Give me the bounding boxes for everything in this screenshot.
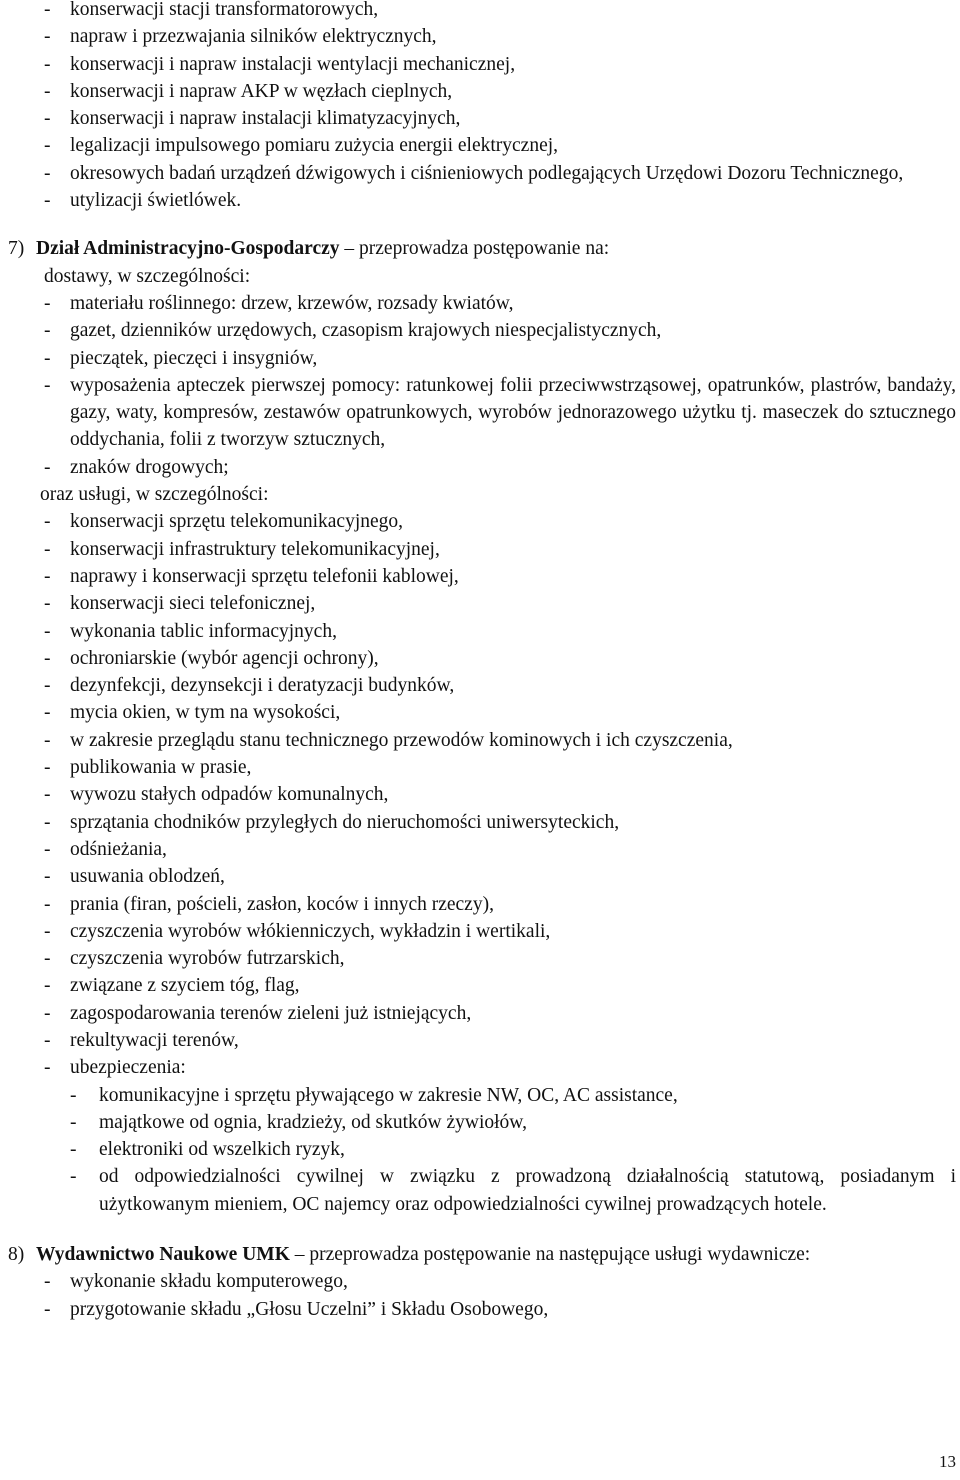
bullet-dash: - (44, 1057, 51, 1079)
list-item (0, 1000, 960, 1027)
bullet-dash: - (44, 975, 51, 997)
list-item (0, 290, 960, 317)
list-item-text: napraw i przezwajania silników elektrycznych, (70, 26, 437, 48)
bullet-dash: - (44, 374, 51, 396)
list-item (0, 836, 960, 863)
bullet-dash: - (44, 320, 51, 342)
list-item-text: czyszczenia wyrobów futrzarskich, (70, 948, 345, 970)
list-item-text: publikowania w prasie, (70, 757, 252, 779)
section-7-number: 7) (8, 238, 25, 260)
intro-list (0, 0, 960, 214)
section-8-number: 8) (8, 1244, 25, 1266)
bullet-dash: - (44, 647, 51, 669)
list-item-text: komunikacyjne i sprzętu pływającego w zakresie NW, OC, AC assistance, (99, 1084, 678, 1106)
list-item (0, 918, 960, 945)
list-item-text: przygotowanie składu „Głosu Uczelni” i Składu Osobowego, (70, 1298, 549, 1320)
list-item-text: wywozu stałych odpadów komunalnych, (70, 784, 389, 806)
list-item (0, 1082, 960, 1109)
section-8 (0, 1241, 960, 1323)
list-item-text: okresowych badań urządzeń dźwigowych i ciśnieniowych podlegających Urzędowi Dozoru Technicznego, (70, 162, 904, 184)
list-item (0, 1027, 960, 1054)
bullet-dash: - (44, 80, 51, 102)
list-item (0, 372, 960, 454)
list-item-text: od odpowiedzialności cywilnej w związku z prowadzoną działalnością statutową, posiadanym i użytkowanym mieniem, OC najemcy oraz odpowiedzialności cywilnej prowadzących hotele. (99, 1166, 956, 1215)
bullet-dash: - (44, 1029, 51, 1051)
list-item-text: zagospodarowania terenów zieleni już istniejących, (70, 1002, 472, 1024)
bullet-dash: - (44, 135, 51, 157)
list-item (0, 1296, 960, 1323)
list-item (0, 699, 960, 726)
list-item-text: związane z szyciem tóg, flag, (70, 975, 300, 997)
list-item-text: w zakresie przeglądu stanu technicznego przewodów kominowych i ich czyszczenia, (70, 729, 733, 751)
section-7-header (0, 235, 960, 262)
list-item (0, 972, 960, 999)
section-7-header-rest: – przeprowadza postępowanie na: (344, 238, 610, 260)
list-item-text: gazet, dzienników urzędowych, czasopism krajowych niespecjalistycznych, (70, 320, 662, 342)
list-item (0, 1136, 960, 1163)
bullet-dash: - (70, 1084, 77, 1106)
bullet-dash: - (44, 838, 51, 860)
bullet-dash: - (44, 702, 51, 724)
list-item-text: sprzątania chodników przyległych do nieruchomości uniwersyteckich, (70, 811, 620, 833)
list-item-text: ubezpieczenia: (70, 1057, 186, 1079)
list-item (0, 1109, 960, 1136)
bullet-dash: - (44, 565, 51, 587)
list-item-text: ochroniarskie (wybór agencji ochrony), (70, 647, 379, 669)
section-8-unit-name: Wydawnictwo Naukowe UMK (36, 1244, 290, 1266)
list-item (0, 645, 960, 672)
page-number: 13 (939, 1452, 956, 1471)
bullet-dash: - (44, 347, 51, 369)
list-item (0, 454, 960, 481)
section-7 (0, 235, 960, 1218)
list-item-text: usuwania oblodzeń, (70, 866, 225, 888)
list-item (0, 1054, 960, 1081)
bullet-dash: - (44, 893, 51, 915)
list-item (0, 945, 960, 972)
list-item (0, 891, 960, 918)
bullet-dash: - (44, 162, 51, 184)
bullet-dash: - (70, 1111, 77, 1133)
bullet-dash: - (44, 511, 51, 533)
list-item-text: prania (firan, pościeli, zasłon, koców i innych rzeczy), (70, 893, 494, 915)
list-item (0, 863, 960, 890)
bullet-dash: - (44, 456, 51, 478)
list-item-text: majątkowe od ognia, kradzieży, od skutków żywiołów, (99, 1111, 527, 1133)
list-item-text: materiału roślinnego: drzew, krzewów, rozsady kwiatów, (70, 292, 514, 314)
bullet-dash: - (44, 108, 51, 130)
bullet-dash: - (44, 620, 51, 642)
bullet-dash: - (44, 811, 51, 833)
insurance-list (0, 1082, 960, 1218)
list-item (0, 727, 960, 754)
list-item-text: konserwacji i napraw AKP w węzłach cieplnych, (70, 80, 453, 102)
list-item-text: mycia okien, w tym na wysokości, (70, 702, 341, 724)
list-item (0, 105, 960, 132)
section-7-unit-name: Dział Administracyjno-Gospodarczy (36, 238, 340, 260)
supplies-label: dostawy, w szczególności: (44, 265, 251, 287)
list-item (0, 0, 960, 23)
list-item (0, 672, 960, 699)
list-item (0, 132, 960, 159)
list-item (0, 1268, 960, 1295)
list-item-text: czyszczenia wyrobów włókienniczych, wykładzin i wertikali, (70, 920, 551, 942)
bullet-dash: - (44, 757, 51, 779)
list-item-text: konserwacji sieci telefonicznej, (70, 593, 316, 615)
list-item (0, 590, 960, 617)
list-item (0, 345, 960, 372)
bullet-dash: - (44, 26, 51, 48)
list-item-text: konserwacji i napraw instalacji wentylacji mechanicznej, (70, 53, 516, 75)
bullet-dash: - (70, 1139, 77, 1161)
services-list (0, 508, 960, 1081)
list-item (0, 51, 960, 78)
list-item-text: konserwacji i napraw instalacji klimatyzacyjnych, (70, 108, 461, 130)
list-item (0, 187, 960, 214)
list-item (0, 317, 960, 344)
list-item-text: rekultywacji terenów, (70, 1029, 239, 1051)
list-item-text: naprawy i konserwacji sprzętu telefonii kablowej, (70, 565, 459, 587)
list-item (0, 508, 960, 535)
bullet-dash: - (44, 1002, 51, 1024)
list-item-text: odśnieżania, (70, 838, 167, 860)
bullet-dash: - (44, 292, 51, 314)
list-item-text: utylizacji świetlówek. (70, 190, 242, 212)
list-item-text: wyposażenia apteczek pierwszej pomocy: ratunkowej folii przeciwwstrząsowej, opatrunków, plastrów, bandaży, gazy, waty, kompresów, zestawów opatrunkowych, wyrobów jednorazowego użytku tj. maseczek do sztucznego oddychania, folii z tworzyw sztucznych, (70, 374, 956, 451)
bullet-dash: - (44, 1271, 51, 1293)
section-8-header-rest: – przeprowadza postępowanie na następujące usługi wydawnicze: (294, 1244, 811, 1266)
list-item-text: konserwacji infrastruktury telekomunikacyjnej, (70, 538, 440, 560)
bullet-dash: - (44, 593, 51, 615)
bullet-dash: - (44, 866, 51, 888)
list-item (0, 78, 960, 105)
list-item (0, 618, 960, 645)
list-item (0, 23, 960, 50)
list-item-text: konserwacji sprzętu telekomunikacyjnego, (70, 511, 404, 533)
list-item-text: dezynfekcji, dezynsekcji i deratyzacji budynków, (70, 675, 455, 697)
list-item (0, 563, 960, 590)
bullet-dash: - (70, 1166, 77, 1188)
list-item-text: legalizacji impulsowego pomiaru zużycia energii elektrycznej, (70, 135, 559, 157)
section-8-list (0, 1268, 960, 1323)
bullet-dash: - (44, 948, 51, 970)
bullet-dash: - (44, 538, 51, 560)
list-item-text: znaków drogowych; (70, 456, 229, 478)
bullet-dash: - (44, 190, 51, 212)
list-item-text: wykonania tablic informacyjnych, (70, 620, 337, 642)
list-item-text: konserwacji stacji transformatorowych, (70, 0, 379, 20)
list-item-text: pieczątek, pieczęci i insygniów, (70, 347, 318, 369)
services-label: oraz usługi, w szczególności: (40, 484, 269, 506)
bullet-dash: - (44, 784, 51, 806)
list-item (0, 536, 960, 563)
list-item (0, 754, 960, 781)
bullet-dash: - (44, 53, 51, 75)
list-item (0, 1163, 960, 1218)
list-item (0, 160, 960, 187)
bullet-dash: - (44, 729, 51, 751)
list-item (0, 781, 960, 808)
bullet-dash: - (44, 675, 51, 697)
list-item-text: wykonanie składu komputerowego, (70, 1271, 348, 1293)
supplies-list (0, 290, 960, 481)
bullet-dash: - (44, 0, 51, 20)
list-item (0, 809, 960, 836)
bullet-dash: - (44, 1298, 51, 1320)
bullet-dash: - (44, 920, 51, 942)
section-8-header (0, 1241, 960, 1268)
list-item-text: elektroniki od wszelkich ryzyk, (99, 1139, 345, 1161)
